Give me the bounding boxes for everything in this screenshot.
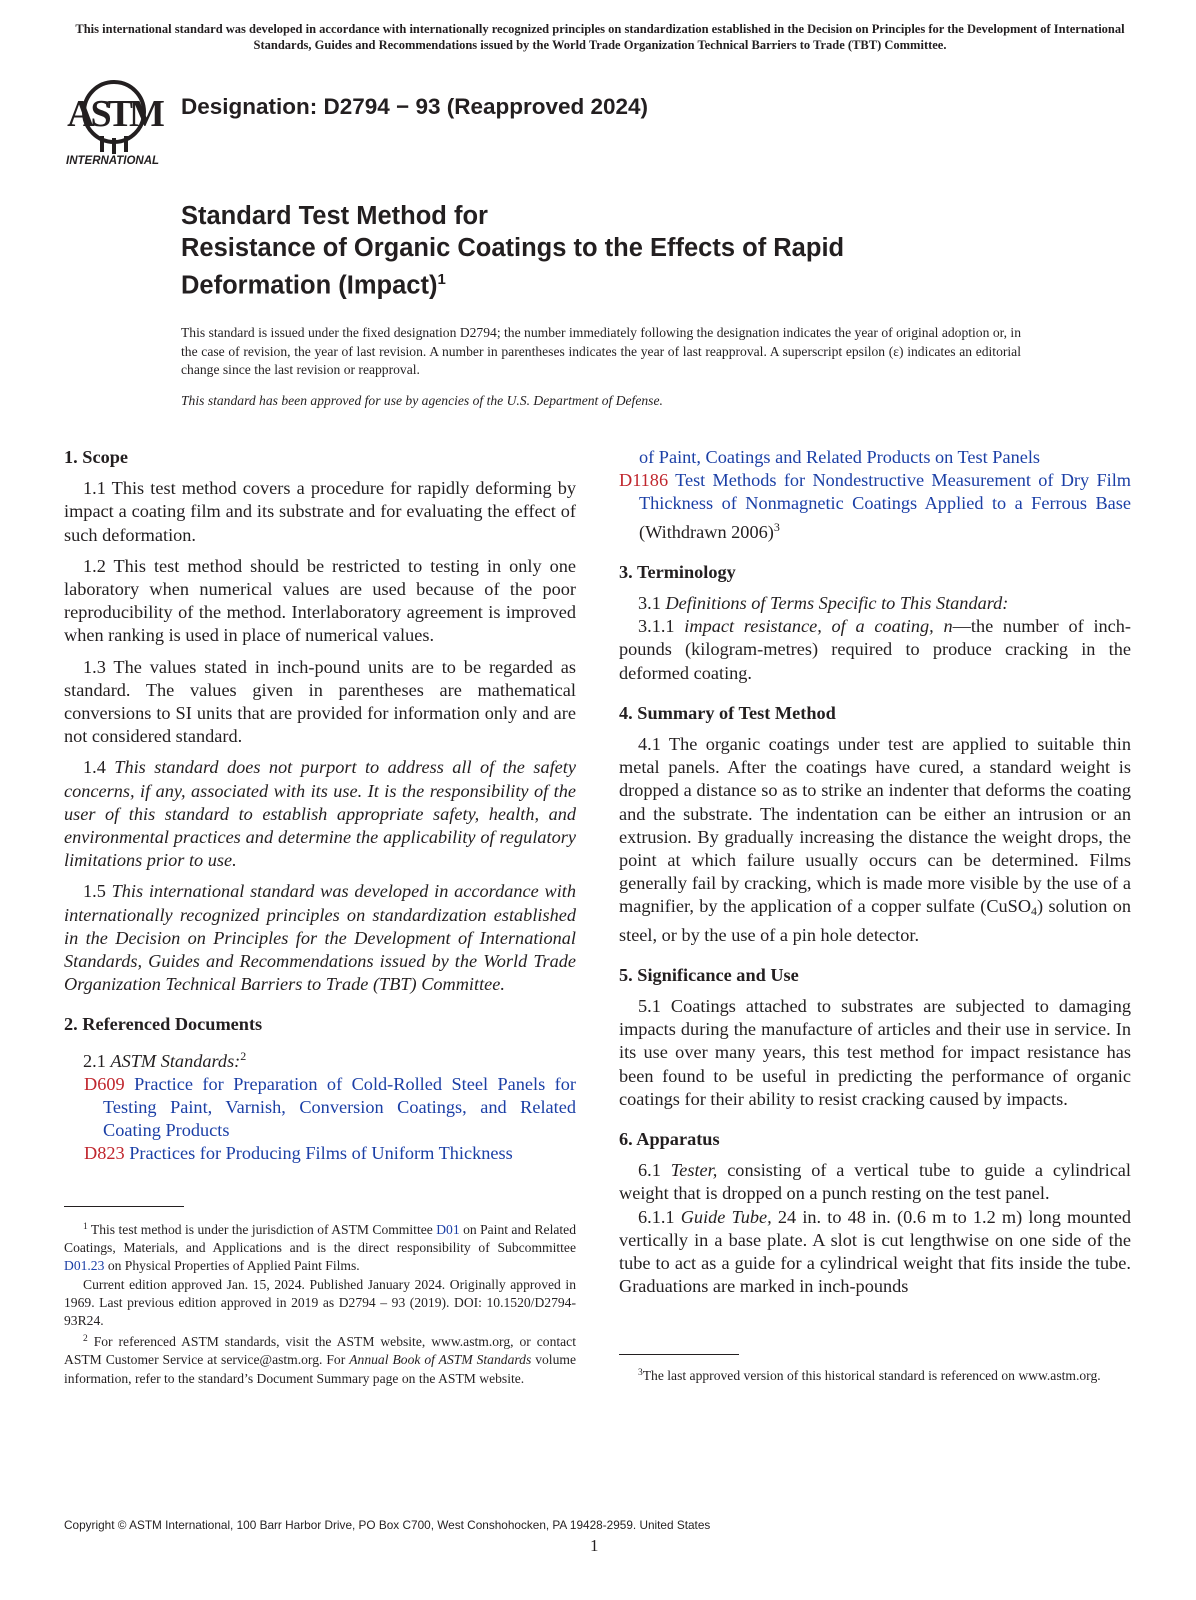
page-number: 1 (590, 1536, 599, 1555)
copyright: Copyright © ASTM International, 100 Barr Harbor Drive, PO Box C700, West Conshohocken, PA 19428-2959. United States (64, 1518, 711, 1532)
ref-d823-continued[interactable]: of Paint, Coatings and Related Products on Test Panels (639, 447, 1041, 467)
footnote-rule-right (619, 1354, 739, 1355)
ref-d1186-code: D1186 (619, 470, 669, 491)
section-4-heading: 4. Summary of Test Method (619, 702, 836, 723)
ref-d1186-title: Test Methods for Nondestructive Measurement of Dry Film Thickness of Nonmagnetic Coatings Applied to a Ferrous Base (639, 470, 1131, 514)
section-2-heading: 2. Referenced Documents (64, 1014, 263, 1035)
section-1-heading: 1. Scope (64, 447, 128, 467)
footnote-3: $^3$The last approved version of this historical standard is referenced on www.astm.org. (638, 1368, 1101, 1383)
para-1-2: 1.2 This test method should be restricted to testing in only one laboratory when numerical values are used because of the poor reproducibility of the method. Interlaboratory agreement is improved when ranking is used in place of numerical values. (64, 555, 576, 646)
para-1-3: 1.3 The values stated in inch-pound units are to be regarded as standard. The values given in parentheses are mathematical conversions to SI units that are provided for information only and are not considered standard. (64, 656, 576, 747)
d01-link[interactable]: D01 (436, 1222, 460, 1237)
title-line-2: Resistance of Organic Coatings to the Effects of Rapid (181, 234, 845, 262)
astm-logo (64, 74, 170, 166)
section-3-heading: 3. Terminology (619, 561, 736, 582)
ref-d823[interactable] (64, 1142, 576, 1165)
para-1-1: 1.1 This test method covers a procedure for rapidly deforming by impact a coating film and its substrate and for evaluating the effect of such deformation. (64, 478, 576, 545)
para-2-1: 2.1 ASTM Standards:$^2$ (83, 1048, 247, 1071)
left-column (64, 446, 576, 1166)
footnote-rule-left (64, 1206, 184, 1207)
d01-23-link[interactable]: D01.23 (64, 1258, 105, 1274)
right-column (619, 446, 1131, 1307)
para-6-1-1: 6.1.1 Guide Tube, 24 in. to 48 in. (0.6 m to 1.2 m) long mounted vertically in a base plate. A slot is cut lengthwise on one side of the tube to act as a guide for a cylindrical weight that fits inside the tube. Graduations are marked in inch-pounds (619, 1206, 1132, 1297)
title-line-3: Deformation (Impact)$^1$ (181, 271, 446, 300)
section-6-heading: 6. Apparatus (619, 1129, 720, 1150)
ref-d1186[interactable]: D1186 Test Methods for Nondestructive Measurement of Dry Film Thickness of Nonmagnetic Coatings Applied to a Ferrous Base (Withdrawn 2006)$^3$ (619, 470, 1131, 542)
title-line-1: Standard Test Method for (181, 202, 488, 230)
para-5-1: 5.1 Coatings attached to substrates are subjected to damaging impacts during the manufacture of articles and their use in service. In its use over many years, this test method for impact resistance has been found to be useful in predicting the performance of organic coatings for their ability to resist cracking caused by impacts. (619, 996, 1131, 1109)
footnote-2: $^2$ For referenced ASTM standards, visit the ASTM website, www.astm.org, or contact ASTM Customer Service at service@astm.org. For Annual Book of ASTM Standards volume information, refer to the standard’s Document Summary page on the ASTM website. (64, 1334, 576, 1386)
ref-d609-title: Practice for Preparation of Cold-Rolled Steel Panels for Testing Paint, Varnish, Conversion Coatings, and Related Coating Products (103, 1073, 576, 1141)
footnote-1-edition: Current edition approved Jan. 15, 2024. Published January 2024. Originally approved in 1969. Last previous edition approved in 2019 as D2794 – 93 (2019). DOI: 10.1520/D2794-93R24. (64, 1276, 576, 1329)
astm-logo-icon (64, 74, 170, 166)
ref-d609-code: D609 (84, 1073, 125, 1094)
tbt-notice: This international standard was developed in accordance with internationally recognized principles on standardization established in the Decision on Principles for the Development of International Standards, Guides and Recommendations issued by the World Trade Organization Technical Barriers to Trade (TBT) Committee. (75, 22, 1125, 52)
logo-text: INTERNATIONAL (66, 155, 160, 166)
para-4-1: 4.1 The organic coatings under test are applied to suitable thin metal panels. After the coatings have cured, a standard weight is dropped a distance so as to strike an indenter that deforms the coating and the substrate. The indentation can be either an intrusion or an extrusion. By gradually increasing the distance the weight drops, the point at which failure usually occurs can be determined. Films generally fail by cracking, which is made more visible by the use of a magnifier, by the application of a copper sulfate (CuSO$_4$) solution on steel, or by the use of a pin hole detector. (619, 734, 1131, 945)
para-3-1: 3.1 Definitions of Terms Specific to This Standard: (638, 593, 1009, 614)
ref-d823-title: Practices for Producing Films of Uniform Thickness (129, 1143, 513, 1164)
dod-statement: This standard has been approved for use by agencies of the U.S. Department of Defense. (181, 393, 663, 408)
para-3-1-1: 3.1.1 impact resistance, of a coating, n—the number of inch-pounds (kilogram-metres) required to produce cracking in the deformed coating. (619, 616, 1132, 683)
para-1-5: 1.5 This international standard was developed in accordance with internationally recognized principles on standardization established in the Decision on Principles for the Development of International Standards, Guides and Recommendations issued by the World Trade Organization Technical Barriers to Trade (TBT) Committee. (64, 881, 576, 995)
title-footnote-mark: 1 (437, 271, 446, 288)
document-title (181, 200, 1081, 302)
para-6-1: 6.1 Tester, consisting of a vertical tube to guide a cylindrical weight that is dropped on a punch resting on the test panel. (619, 1160, 1131, 1204)
svg-text:ASTM: ASTM (67, 93, 161, 135)
footnote-1: $^1$ This test method is under the jurisdiction of ASTM Committee D01 on Paint and Related Coatings, Materials, and Applications and is the direct responsibility of Subcommittee D01.23 on Physical Properties of Applied Paint Films. (64, 1222, 576, 1274)
footnotes-left (64, 1218, 576, 1388)
footnotes-right (619, 1364, 1131, 1385)
ref-d823-code: D823 (84, 1143, 125, 1164)
ref-d609[interactable] (64, 1073, 576, 1143)
section-5-heading: 5. Significance and Use (619, 964, 799, 985)
para-1-4: 1.4 This standard does not purport to address all of the safety concerns, if any, associated with its use. It is the responsibility of the user of this standard to establish appropriate safety, health, and environmental practices and determine the applicability of regulatory limitations prior to use. (64, 757, 576, 871)
designation: Designation: D2794 − 93 (Reapproved 2024) (181, 94, 649, 119)
preamble: This standard is issued under the fixed designation D2794; the number immediately following the designation indicates the year of original adoption or, in the case of revision, the year of last revision. A number in parentheses indicates the year of last reapproval. A superscript epsilon (ε) indicates an editorial change since the last revision or reapproval. (181, 325, 1021, 378)
